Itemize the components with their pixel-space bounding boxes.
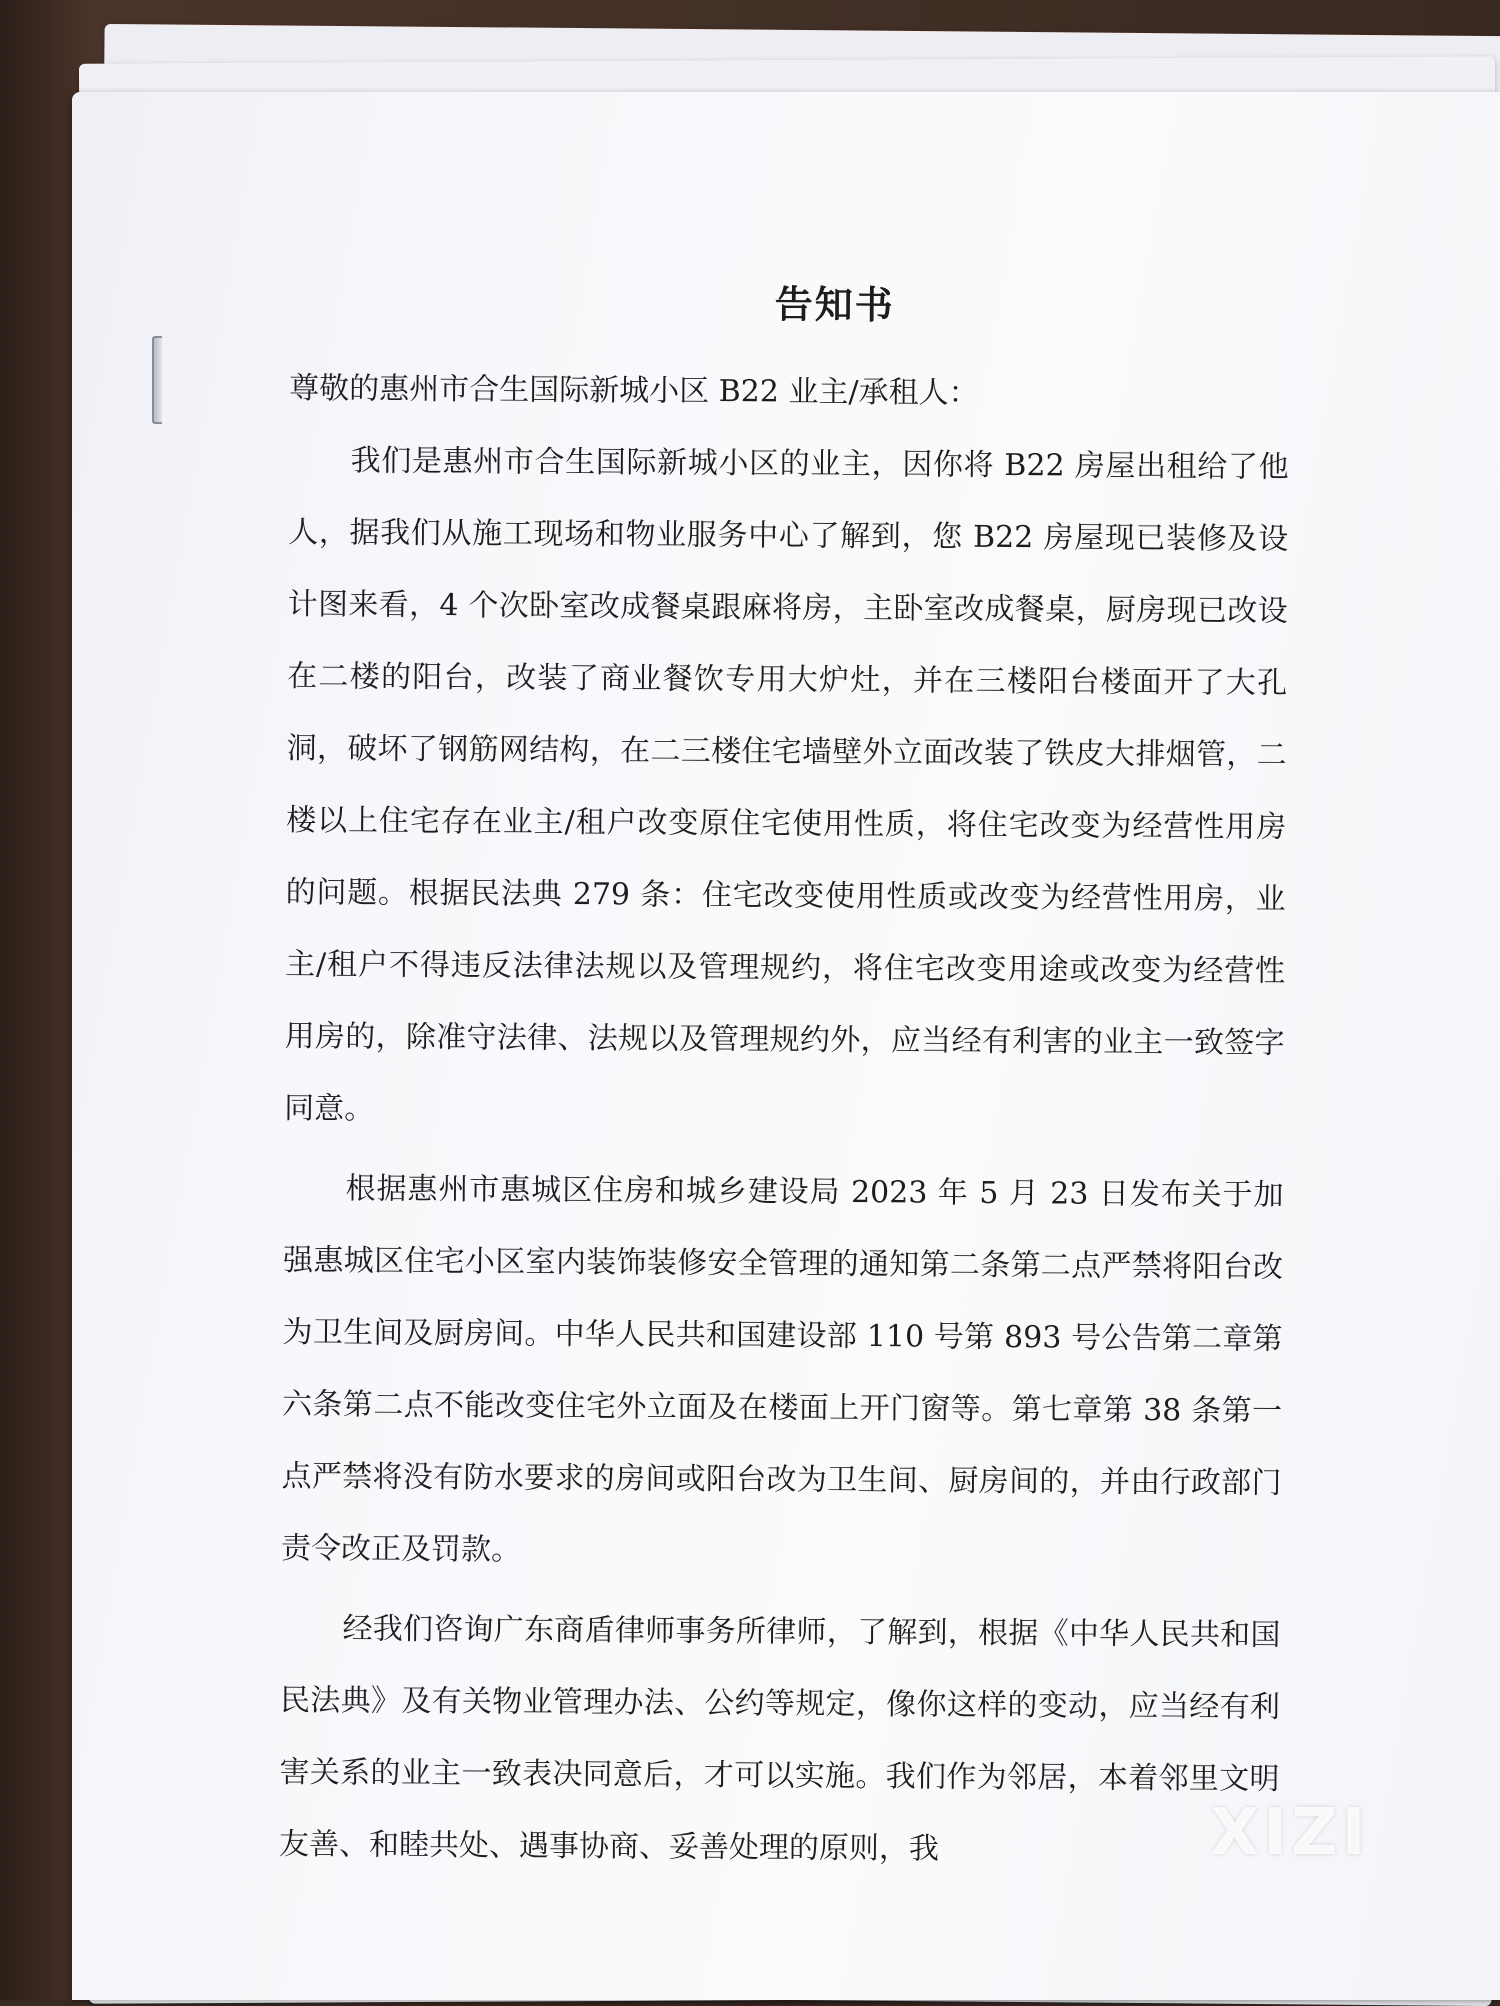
notice-document: [279, 270, 1290, 1896]
site-watermark: XIZI: [1210, 1796, 1370, 1870]
paragraph-1: 我们是惠州市合生国际新城小区的业主，因你将 B22 房屋出租给了他人，据我们从施工现场和物业服务中心了解到，您 B22 房屋现已装修及设计图来看，4 个次卧室改成餐桌跟麻将房，主卧室改成餐桌，厨房现已改设在二楼的阳台，改装了商业餐饮专用大炉灶，并在三楼阳台楼面开了大孔洞，破坏了钢筋网结构，在二三楼住宅墙壁外立面改装了铁皮大排烟管，二楼以上住宅存在业主/租户改变原住宅使用性质，将住宅改变为经营性用房的问题。根据民法典 279 条：住宅改变使用性质或改变为经营性用房，业主/租户不得违反法律法规以及管理规约，将住宅改变用途或改变为经营性用房的，除准守法律、法规以及管理规约外，应当经有利害的业主一致签字同意。: [284, 443, 1289, 1127]
document-title: 告知书: [774, 281, 895, 328]
salutation: 尊敬的惠州市合生国际新城小区 B22 业主/承租人：: [289, 370, 979, 411]
paragraph-3: 经我们咨询广东商盾律师事务所律师，了解到，根据《中华人民共和国民法典》及有关物业管理办法、公约等规定，像你这样的变动，应当经有利害关系的业主一致表决同意后，才可以实施。我们作为邻居，本着邻里文明友善、和睦共处、遇事协商、妥善处理的原则，我: [278, 1611, 1281, 1867]
staple: [152, 336, 162, 424]
paragraph-2: 根据惠州市惠城区住房和城乡建设局 2023 年 5 月 23 日发布关于加强惠城区住宅小区室内装饰装修安全管理的通知第二条第二点严禁将阳台改为卫生间及厨房间。中华人民共和国建设部 110 号第 893 号公告第二章第六条第二点不能改变住宅外立面及在楼面上开门窗等。第七章第 38 条第一点严禁将没有防水要求的房间或阳台改为卫生间、厨房间的，并由行政部门责令改正及罚款。: [280, 1171, 1284, 1568]
